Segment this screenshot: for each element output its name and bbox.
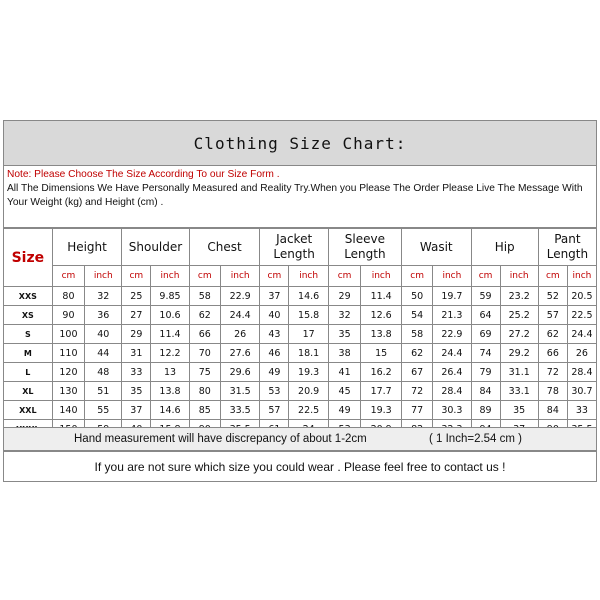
size-name-cell: XXL — [4, 401, 53, 420]
unit-cell: cm — [401, 266, 432, 287]
value-cell: 58 — [189, 287, 220, 306]
value-cell: 9.85 — [151, 287, 189, 306]
value-cell: 31.1 — [500, 363, 538, 382]
value-cell: 72 — [538, 363, 567, 382]
value-cell: 84 — [538, 401, 567, 420]
value-cell: 40 — [85, 325, 122, 344]
unit-cell: cm — [122, 266, 151, 287]
value-cell: 46 — [260, 344, 289, 363]
value-cell: 22.9 — [220, 287, 259, 306]
value-cell: 140 — [52, 401, 84, 420]
value-cell: 24.4 — [567, 325, 596, 344]
value-cell: 24.4 — [220, 306, 259, 325]
value-cell: 32 — [328, 306, 360, 325]
size-name-cell: M — [4, 344, 53, 363]
value-cell: 26 — [220, 325, 259, 344]
size-name-cell: S — [4, 325, 53, 344]
value-cell: 18.1 — [289, 344, 328, 363]
title-bar — [3, 120, 597, 166]
value-cell: 10.6 — [151, 306, 189, 325]
value-cell: 23.2 — [500, 287, 538, 306]
value-cell: 57 — [260, 401, 289, 420]
value-cell: 70 — [189, 344, 220, 363]
unit-cell: inch — [289, 266, 328, 287]
table-row — [4, 344, 597, 363]
inch-conversion-note: ( 1 Inch=2.54 cm ) — [429, 433, 522, 445]
note-dimensions: All The Dimensions We Have Personally Measured and Reality Try.When you Please The Order Please Live The Message With Your Weight (kg) and Height (cm) . — [7, 183, 583, 208]
column-header — [401, 229, 471, 266]
value-cell: 19.3 — [361, 401, 402, 420]
value-cell: 41 — [328, 363, 360, 382]
value-cell: 26 — [567, 344, 596, 363]
size-name-cell: XL — [4, 382, 53, 401]
value-cell: 20.9 — [289, 382, 328, 401]
value-cell: 31.5 — [220, 382, 259, 401]
value-cell: 45 — [328, 382, 360, 401]
column-header-label-2: Length — [273, 247, 315, 261]
table-row — [4, 325, 597, 344]
column-header — [122, 229, 189, 266]
value-cell: 25 — [122, 287, 151, 306]
value-cell: 67 — [401, 363, 432, 382]
value-cell: 80 — [189, 382, 220, 401]
value-cell: 17.7 — [361, 382, 402, 401]
column-header — [328, 229, 401, 266]
discrepancy-note: Hand measurement will have discrepancy of about 1-2cm — [74, 433, 367, 445]
value-cell: 62 — [189, 306, 220, 325]
value-cell: 58 — [401, 325, 432, 344]
value-cell: 20.5 — [567, 287, 596, 306]
value-cell: 66 — [538, 344, 567, 363]
value-cell: 130 — [52, 382, 84, 401]
unit-cell: cm — [471, 266, 500, 287]
value-cell: 80 — [52, 287, 84, 306]
value-cell: 49 — [328, 401, 360, 420]
value-cell: 43 — [260, 325, 289, 344]
value-cell: 51 — [85, 382, 122, 401]
unit-cell: cm — [538, 266, 567, 287]
value-cell: 33.5 — [220, 401, 259, 420]
value-cell: 29.2 — [500, 344, 538, 363]
value-cell: 12.2 — [151, 344, 189, 363]
value-cell: 12.6 — [361, 306, 402, 325]
value-cell: 13 — [151, 363, 189, 382]
value-cell: 19.7 — [433, 287, 471, 306]
unit-cell: cm — [52, 266, 84, 287]
table-row — [4, 306, 597, 325]
value-cell: 78 — [538, 382, 567, 401]
value-cell: 75 — [189, 363, 220, 382]
value-cell: 84 — [471, 382, 500, 401]
value-cell: 37 — [260, 287, 289, 306]
value-cell: 22.5 — [289, 401, 328, 420]
value-cell: 11.4 — [151, 325, 189, 344]
value-cell: 77 — [401, 401, 432, 420]
value-cell: 15.8 — [289, 306, 328, 325]
value-cell: 27.6 — [220, 344, 259, 363]
contact-note: If you are not sure which size you could wear . Please feel free to contact us ! — [94, 459, 506, 474]
value-cell: 30.3 — [433, 401, 471, 420]
unit-cell: cm — [260, 266, 289, 287]
unit-cell: inch — [500, 266, 538, 287]
value-cell: 64 — [471, 306, 500, 325]
discrepancy-bar — [3, 427, 597, 451]
value-cell: 48 — [85, 363, 122, 382]
value-cell: 74 — [471, 344, 500, 363]
value-cell: 25.2 — [500, 306, 538, 325]
header-row — [4, 229, 597, 266]
value-cell: 38 — [328, 344, 360, 363]
value-cell: 52 — [538, 287, 567, 306]
value-cell: 40 — [260, 306, 289, 325]
value-cell: 89 — [471, 401, 500, 420]
column-header — [52, 229, 122, 266]
value-cell: 110 — [52, 344, 84, 363]
value-cell: 62 — [401, 344, 432, 363]
column-header-label: Shoulder — [128, 239, 183, 254]
value-cell: 29.6 — [220, 363, 259, 382]
unit-cell: inch — [85, 266, 122, 287]
value-cell: 27.2 — [500, 325, 538, 344]
column-header — [538, 229, 596, 266]
value-cell: 54 — [401, 306, 432, 325]
value-cell: 55 — [85, 401, 122, 420]
note-choose-size: Note: Please Choose The Size According To our Size Form . — [7, 169, 280, 180]
value-cell: 27 — [122, 306, 151, 325]
size-name-cell: XS — [4, 306, 53, 325]
value-cell: 15 — [361, 344, 402, 363]
column-header — [189, 229, 260, 266]
table-row — [4, 363, 597, 382]
value-cell: 90 — [52, 306, 84, 325]
value-cell: 85 — [189, 401, 220, 420]
value-cell: 35 — [500, 401, 538, 420]
unit-row — [4, 266, 597, 287]
value-cell: 13.8 — [361, 325, 402, 344]
value-cell: 31 — [122, 344, 151, 363]
value-cell: 66 — [189, 325, 220, 344]
value-cell: 16.2 — [361, 363, 402, 382]
unit-cell: inch — [361, 266, 402, 287]
column-header-label: Sleeve — [344, 232, 385, 246]
value-cell: 36 — [85, 306, 122, 325]
value-cell: 30.7 — [567, 382, 596, 401]
value-cell: 44 — [85, 344, 122, 363]
value-cell: 62 — [538, 325, 567, 344]
value-cell: 14.6 — [151, 401, 189, 420]
value-cell: 53 — [260, 382, 289, 401]
unit-cell: inch — [151, 266, 189, 287]
column-header-label: Pant — [554, 232, 581, 246]
value-cell: 72 — [401, 382, 432, 401]
value-cell: 22.9 — [433, 325, 471, 344]
table-row — [4, 382, 597, 401]
column-header-label: Hip — [494, 239, 515, 254]
column-header-label-2: Length — [344, 247, 386, 261]
unit-cell: inch — [220, 266, 259, 287]
value-cell: 50 — [401, 287, 432, 306]
column-header — [471, 229, 538, 266]
value-cell: 35 — [328, 325, 360, 344]
value-cell: 100 — [52, 325, 84, 344]
value-cell: 120 — [52, 363, 84, 382]
table-row — [4, 401, 597, 420]
size-table — [3, 228, 597, 439]
unit-cell: cm — [328, 266, 360, 287]
value-cell: 29 — [122, 325, 151, 344]
value-cell: 32 — [85, 287, 122, 306]
column-header-label: Jacket — [276, 232, 313, 246]
value-cell: 29 — [328, 287, 360, 306]
value-cell: 33 — [122, 363, 151, 382]
value-cell: 22.5 — [567, 306, 596, 325]
value-cell: 57 — [538, 306, 567, 325]
value-cell: 28.4 — [567, 363, 596, 382]
value-cell: 21.3 — [433, 306, 471, 325]
unit-cell: inch — [567, 266, 596, 287]
value-cell: 69 — [471, 325, 500, 344]
size-column-header: Size — [4, 229, 53, 287]
table-row — [4, 287, 597, 306]
unit-cell: cm — [189, 266, 220, 287]
column-header — [260, 229, 328, 266]
size-name-cell: L — [4, 363, 53, 382]
value-cell: 17 — [289, 325, 328, 344]
value-cell: 49 — [260, 363, 289, 382]
value-cell: 28.4 — [433, 382, 471, 401]
value-cell: 26.4 — [433, 363, 471, 382]
column-header-label: Wasit — [419, 239, 453, 254]
size-name-cell: XXS — [4, 287, 53, 306]
column-header-label: Height — [67, 239, 107, 254]
value-cell: 13.8 — [151, 382, 189, 401]
contact-bar — [3, 451, 597, 482]
value-cell: 35 — [122, 382, 151, 401]
value-cell: 11.4 — [361, 287, 402, 306]
value-cell: 59 — [471, 287, 500, 306]
column-header-label: Chest — [207, 239, 242, 254]
notes-panel — [3, 166, 597, 228]
value-cell: 33 — [567, 401, 596, 420]
value-cell: 24.4 — [433, 344, 471, 363]
value-cell: 33.1 — [500, 382, 538, 401]
value-cell: 19.3 — [289, 363, 328, 382]
chart-title: Clothing Size Chart: — [193, 133, 407, 153]
value-cell: 14.6 — [289, 287, 328, 306]
unit-cell: inch — [433, 266, 471, 287]
value-cell: 37 — [122, 401, 151, 420]
column-header-label-2: Length — [546, 247, 589, 261]
value-cell: 79 — [471, 363, 500, 382]
